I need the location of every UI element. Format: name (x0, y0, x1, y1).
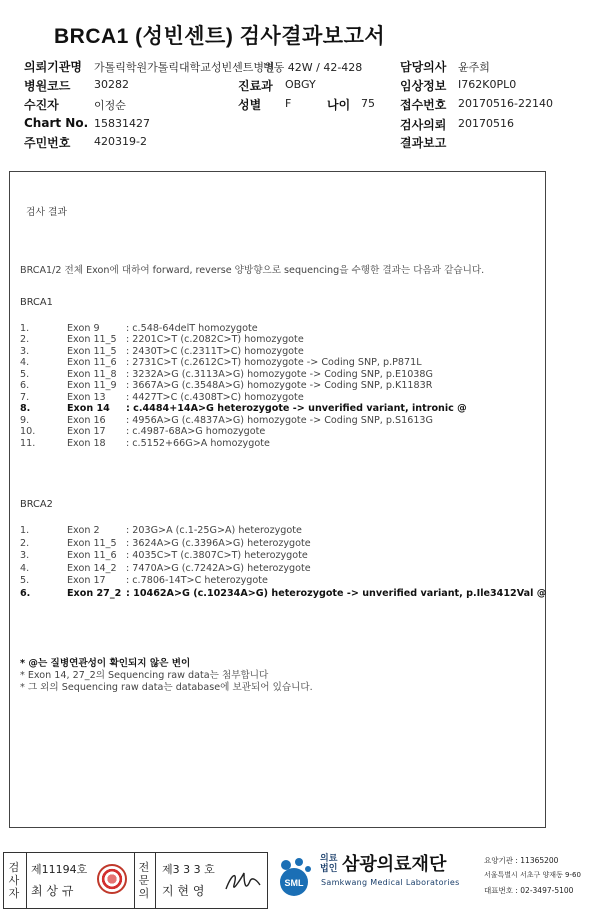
client-value: 가톨릭학원가톨릭대학교성빈센트병원 (94, 61, 275, 74)
org-phone: 대표번호 : 02-3497-5100 (484, 886, 574, 895)
variant-exon: Exon 11_6 (67, 550, 117, 561)
variant-result: : 2731C>T (c.2612C>T) homozygote -> Coding SNP, p.P871L (126, 357, 422, 369)
client-label: 의뢰기관명 (24, 60, 82, 74)
org-prefix-bottom: 법인 (320, 864, 338, 874)
specialist-vertical-label (137, 861, 151, 900)
variant-exon: Exon 2 (67, 525, 100, 536)
variant-number: 1. (20, 323, 30, 334)
sex-value: F (285, 97, 292, 110)
patient-value: 이정순 (94, 99, 126, 112)
variant-exon: Exon 11_5 (67, 334, 117, 346)
variant-exon: Exon 9 (67, 323, 100, 334)
variant-result: : 4427T>C (c.4308T>C) homozygote (126, 391, 304, 403)
variant-result: : 4035C>T (c.3807C>T) heterozygote (126, 550, 308, 561)
divider (134, 853, 135, 908)
variant-result: : c.5152+66G>A homozygote (126, 437, 270, 449)
examiner-vertical-label (7, 861, 21, 900)
variant-row (20, 563, 540, 576)
variant-row (20, 550, 540, 563)
variant-result: : 2201C>T (c.2082C>T) homozygote (126, 334, 304, 346)
specialist-label-char: 의 (138, 887, 150, 900)
divider (26, 853, 27, 908)
chart-label: Chart No. (24, 116, 89, 130)
clinical-value: I762K0PL0 (458, 78, 517, 91)
dept-label: 진료과 (238, 79, 273, 93)
variant-exon: Exon 18 (67, 437, 106, 449)
hospital-code-label: 병원코드 (24, 79, 71, 93)
variant-result: : 3232A>G (c.3113A>G) homozygote -> Coding SNP, p.E1038G (126, 368, 433, 380)
sml-logo-icon (272, 856, 316, 900)
variant-result: : 3667A>G (c.3548A>G) homozygote -> Coding SNP, p.K1183R (126, 380, 433, 392)
chart-value: 15831427 (94, 117, 150, 130)
variant-number: 3. (20, 550, 30, 561)
examiner-label-char: 검 (8, 861, 20, 874)
variant-exon: Exon 17 (67, 426, 106, 438)
id-value: 420319-2 (94, 135, 147, 148)
variant-number: 10. (20, 426, 36, 438)
report-title: BRCA1 (성빈센트) 검사결과보고서 (54, 25, 386, 48)
logo-text: SML (284, 878, 304, 888)
variant-result: : 7470A>G (c.7242A>G) heterozygote (126, 562, 311, 574)
request-value: 20170516 (458, 117, 514, 130)
hospital-code-value: 30282 (94, 78, 129, 91)
variant-number: 6. (20, 587, 31, 599)
examiner-label-char: 자 (8, 887, 20, 900)
footnote: * Exon 14, 27_2의 Sequencing raw data는 첨부합니다 (20, 670, 269, 681)
variant-number: 8. (20, 403, 31, 415)
variant-exon: Exon 13 (67, 391, 106, 403)
sex-label: 성별 (238, 98, 262, 112)
variant-result: : c.4484+14A>G heterozygote -> unverified variant, intronic @ (126, 403, 467, 415)
org-prefix (320, 854, 337, 874)
doctor-value: 윤주희 (458, 61, 490, 74)
variant-number: 6. (20, 380, 30, 392)
variant-number: 3. (20, 345, 30, 357)
brca2-title: BRCA2 (20, 499, 53, 510)
variant-row (20, 587, 547, 601)
examiner-label-char: 사 (8, 874, 20, 887)
examiner-license: 제11194호 (31, 863, 88, 876)
variant-exon: Exon 11_6 (67, 357, 117, 369)
report-label: 결과보고 (400, 136, 447, 150)
doctor-label: 담당의사 (400, 60, 447, 74)
footnote: * 그 외의 Sequencing raw data는 database에 보관되어 있습니다. (20, 682, 313, 693)
variant-exon: Exon 11_9 (67, 380, 117, 392)
variant-exon: Exon 11_5 (67, 345, 117, 357)
result-heading: 검사 결과 (26, 207, 67, 218)
variant-number: 1. (20, 525, 30, 536)
footnote: * @는 질병연관성이 확인되지 않은 변이 (20, 658, 191, 669)
divider (155, 853, 156, 908)
result-panel (9, 171, 546, 828)
variant-row (20, 438, 540, 451)
signature-icon (222, 867, 264, 897)
dept-value: OBGY (285, 78, 316, 91)
variant-number: 2. (20, 537, 30, 549)
variant-row (20, 575, 540, 588)
clinical-label: 임상정보 (400, 79, 447, 93)
age-label: 나이 (327, 98, 351, 112)
variant-number: 9. (20, 414, 30, 426)
variant-number: 4. (20, 562, 30, 574)
variant-exon: Exon 17 (67, 575, 106, 586)
request-label: 검사의뢰 (400, 118, 447, 132)
examiner-seal-icon (97, 864, 127, 894)
variant-result: : 3624A>G (c.3396A>G) heterozygote (126, 537, 311, 549)
variant-number: 5. (20, 368, 30, 380)
examiner-name: 최 상 규 (31, 884, 74, 898)
organization-logo-area (270, 848, 590, 910)
receipt-value: 20170516-22140 (458, 97, 553, 110)
variant-result: : c.4987-68A>G homozygote (126, 426, 266, 438)
ward-value: 병동 42W / 42-428 (263, 61, 363, 74)
variant-exon: Exon 27_2 (67, 587, 122, 599)
result-intro: BRCA1/2 전체 Exon에 대하여 forward, reverse 양방향으로 sequencing을 수행한 결과는 다음과 같습니다. (20, 265, 485, 276)
variant-result: : 203G>A (c.1-25G>A) heterozygote (126, 525, 302, 536)
variant-row (20, 525, 540, 538)
variant-number: 11. (20, 437, 36, 449)
variant-row (20, 538, 540, 551)
variant-result: : 2430T>C (c.2311T>C) homozygote (126, 345, 304, 357)
receipt-label: 접수번호 (400, 98, 447, 112)
variant-result: : c.548-64delT homozygote (126, 323, 258, 334)
variant-number: 2. (20, 334, 30, 346)
specialist-label-char: 전 (138, 861, 150, 874)
org-address: 서울특별시 서초구 양재동 9-60 (484, 871, 581, 879)
variant-number: 5. (20, 575, 30, 586)
variant-result: : 4956A>G (c.4837A>G) homozygote -> Coding SNP, p.S1613G (126, 414, 433, 426)
variant-exon: Exon 16 (67, 414, 106, 426)
variant-result: : 10462A>G (c.10234A>G) heterozygote -> unverified variant, p.Ile3412Val @ (126, 587, 547, 599)
org-license: 요양기관 : 11365200 (484, 856, 559, 865)
org-prefix-top: 의료 (320, 854, 338, 864)
signature-box (3, 852, 268, 909)
variant-exon: Exon 11_5 (67, 537, 117, 549)
variant-result: : c.7806-14T>C heterozygote (126, 575, 268, 586)
variant-number: 7. (20, 391, 30, 403)
patient-label: 수진자 (24, 98, 59, 112)
variant-exon: Exon 11_8 (67, 368, 117, 380)
org-english-name: Samkwang Medical Laboratories (321, 878, 460, 887)
brca1-title: BRCA1 (20, 297, 53, 308)
variant-exon: Exon 14 (67, 403, 110, 415)
specialist-label-char: 문 (138, 874, 150, 887)
org-name: 삼광의료재단 (342, 854, 447, 875)
specialist-name: 지 현 영 (162, 884, 205, 898)
variant-exon: Exon 14_2 (67, 562, 117, 574)
id-label: 주민번호 (24, 136, 71, 150)
variant-number: 4. (20, 357, 30, 369)
age-value: 75 (361, 97, 375, 110)
specialist-license: 제3 3 3 호 (162, 863, 215, 876)
